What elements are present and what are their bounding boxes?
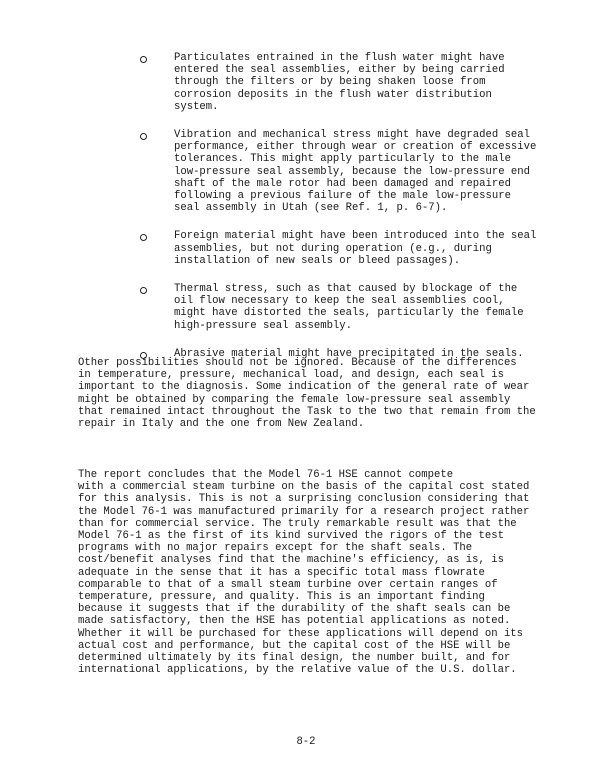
bullet-item [140, 129, 540, 214]
bullet-text: Abrasive material might have precipitated in the seals. [174, 347, 524, 360]
bullet-circle-icon [140, 287, 147, 294]
bullet-item [140, 283, 540, 332]
page-number: 8-2 [296, 736, 316, 748]
bullet-circle-icon [140, 56, 147, 63]
bullet-text: Foreign material might have been introduced into the seal assemblies, but not during operation (e.g., during installation of new seals or bleed passages). [174, 230, 537, 267]
paragraph-report-conclusion: The report concludes that the Model 76-1 HSE cannot compete with a commercial steam turbine on the basis of the capital cost stated for this analysis. This is not a surprising conclusion considering that the Model 76-1 was manufactured primarily for a research project rather than for commercial service. The truly remarkable result was that the Model 76-1 as the first of its kind survived the rigors of the test programs with no major repairs except for the shaft seals. The cost/benefit analyses find that the machine's efficiency, as is, is adequate in the sense that it has a specific total mass flowrate comparable to that of a small steam turbine over certain ranges of temperature, pressure, and quality. This is an important finding because it suggests that if the durability of the shaft seals can be made satisfactory, then the HSE has potential applications as noted. Whether it will be purchased for these applications will depend on its actual cost and performance, but the capital cost of the HSE will be determined ultimately by its final design, the number built, and for international applications, by the relative value of the U.S. dollar. [78, 469, 530, 677]
bullet-circle-icon [140, 234, 147, 241]
bullet-text: Particulates entrained in the flush water might have entered the seal assemblies, either by being carried through the filters or by being shaken loose from corrosion deposits in the flush water distribution system. [174, 52, 505, 113]
bullet-list [140, 52, 540, 376]
bullet-circle-icon [140, 133, 147, 140]
bullet-text: Thermal stress, such as that caused by blockage of the oil flow necessary to keep the seal assemblies cool, might have distorted the seals, particularly the female high-pressure seal assembly. [174, 283, 524, 332]
paragraph-other-possibilities: Other possibilities should not be ignored. Because of the differences in temperature, pressure, mechanical load, and design, each seal is important to the diagnosis. Some indication of the general rate of wear might be obtained by comparing the female low-pressure seal assembly that remained intact throughout the Task to the two that remain from the repair in Italy and the one from New Zealand. [78, 357, 536, 431]
bullet-item [140, 52, 540, 113]
bullet-text: Vibration and mechanical stress might have degraded seal performance, either through wear or creation of excessive tolerances. This might apply particularly to the male low-pressure seal assembly, because the low-pressure end shaft of the male rotor had been damaged and repaired following a previous failure of the male low-pressure seal assembly in Utah (see Ref. 1, p. 6-7). [174, 129, 537, 215]
bullet-item [140, 230, 540, 267]
